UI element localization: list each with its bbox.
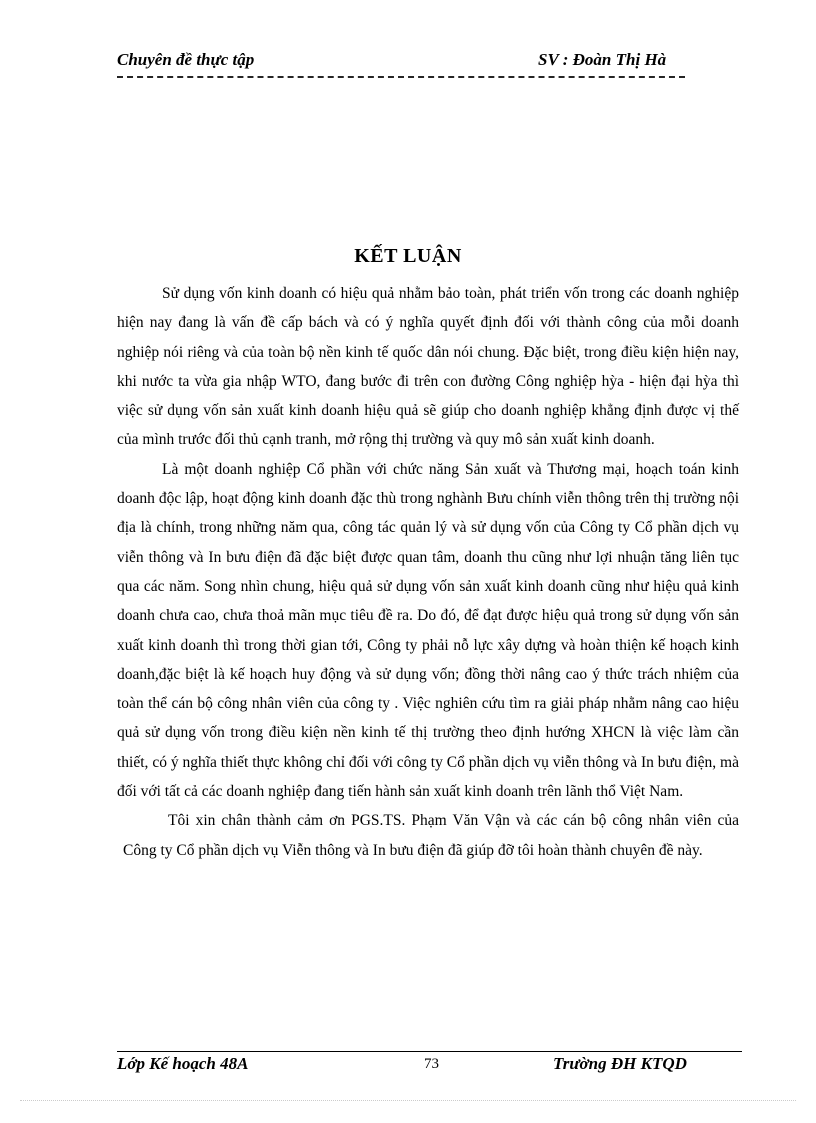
header-left-title: Chuyên đề thực tập <box>117 50 255 69</box>
footer-class: Lớp Kế hoạch 48A <box>117 1054 249 1073</box>
footer-university: Trường ĐH KTQD <box>553 1054 687 1073</box>
header-author: SV : Đoàn Thị Hà <box>538 50 667 69</box>
paragraph-company: Là một doanh nghiệp Cổ phần với chức năng Sản xuất và Thương mại, hoạch toán kinh doanh độc lập, hoạt động kinh doanh đặc thù trong nghành Bưu chính viễn thông trên thị trường nội địa là chính, trong những năm qua, công tác quản lý và sử dụng vốn của Công ty Cổ phần dịch vụ viễn thông và In bưu điện đã đặc biệt được quan tâm, doanh thu cũng như lợi nhuận tăng liên tục qua các năm. Song nhìn chung, hiệu quả sử dụng vốn sản xuất kinh doanh cũng như hiệu quả kinh doanh chưa cao, chưa thoả mãn mục tiêu đề ra. Do đó, để đạt được hiệu quả trong sử dụng vốn sản xuất kinh doanh thì trong thời gian tới, Công ty phải nỗ lực xây dựng và hoàn thiện kế hoạch kinh doanh,đặc biệt là kế hoạch huy động và sử dụng vốn; đồng thời nâng cao ý thức trách nhiệm của toàn thể cán bộ công nhân viên của công ty . Việc nghiên cứu tìm ra giải pháp nhằm nâng cao hiệu quả sử dụng vốn trong điều kiện nền kinh tế thị trường theo định hướng XHCN là việc làm cần thiết, có ý nghĩa thiết thực không chỉ đối với công ty Cổ phần dịch vụ viễn thông và In bưu điện, mà đối với tất cả các doanh nghiệp đang tiến hành sản xuất kinh doanh trên lãnh thổ Việt Nam. <box>117 460 739 801</box>
footer-divider <box>117 1051 742 1052</box>
page-bottom-border <box>20 1100 796 1101</box>
page-title: KẾT LUẬN <box>354 245 462 267</box>
paragraph-acknowledgement: Tôi xin chân thành cảm ơn PGS.TS. Phạm Văn Vận và các cán bộ công nhân viên của Công ty Cổ phần dịch vụ Viễn thông và In bưu điện đã giúp đỡ tôi hoàn thành chuyên đề này. <box>123 812 739 859</box>
paragraph-intro: Sử dụng vốn kinh doanh có hiệu quả nhằm bảo toàn, phát triển vốn trong các doanh nghiệp hiện nay đang là vấn đề cấp bách và có ý nghĩa quyết định đối với thành công của mỗi doanh nghiệp nói riêng và của toàn bộ nền kinh tế quốc dân nói chung. Đặc biệt, trong điều kiện hiện nay, khi nước ta vừa gia nhập WTO, đang bước đi trên con đường Công nghiệp hỳa - hiện đại hỳa thì việc sử dụng vốn sản xuất kinh doanh hiệu quả sẽ giúp cho doanh nghiệp khẳng định được vị thế của mình trước đối thủ cạnh tranh, mở rộng thị trường và quy mô sản xuất kinh doanh. <box>117 285 739 449</box>
header-divider <box>117 76 685 78</box>
page-number: 73 <box>424 1056 439 1072</box>
document-body <box>117 279 739 865</box>
